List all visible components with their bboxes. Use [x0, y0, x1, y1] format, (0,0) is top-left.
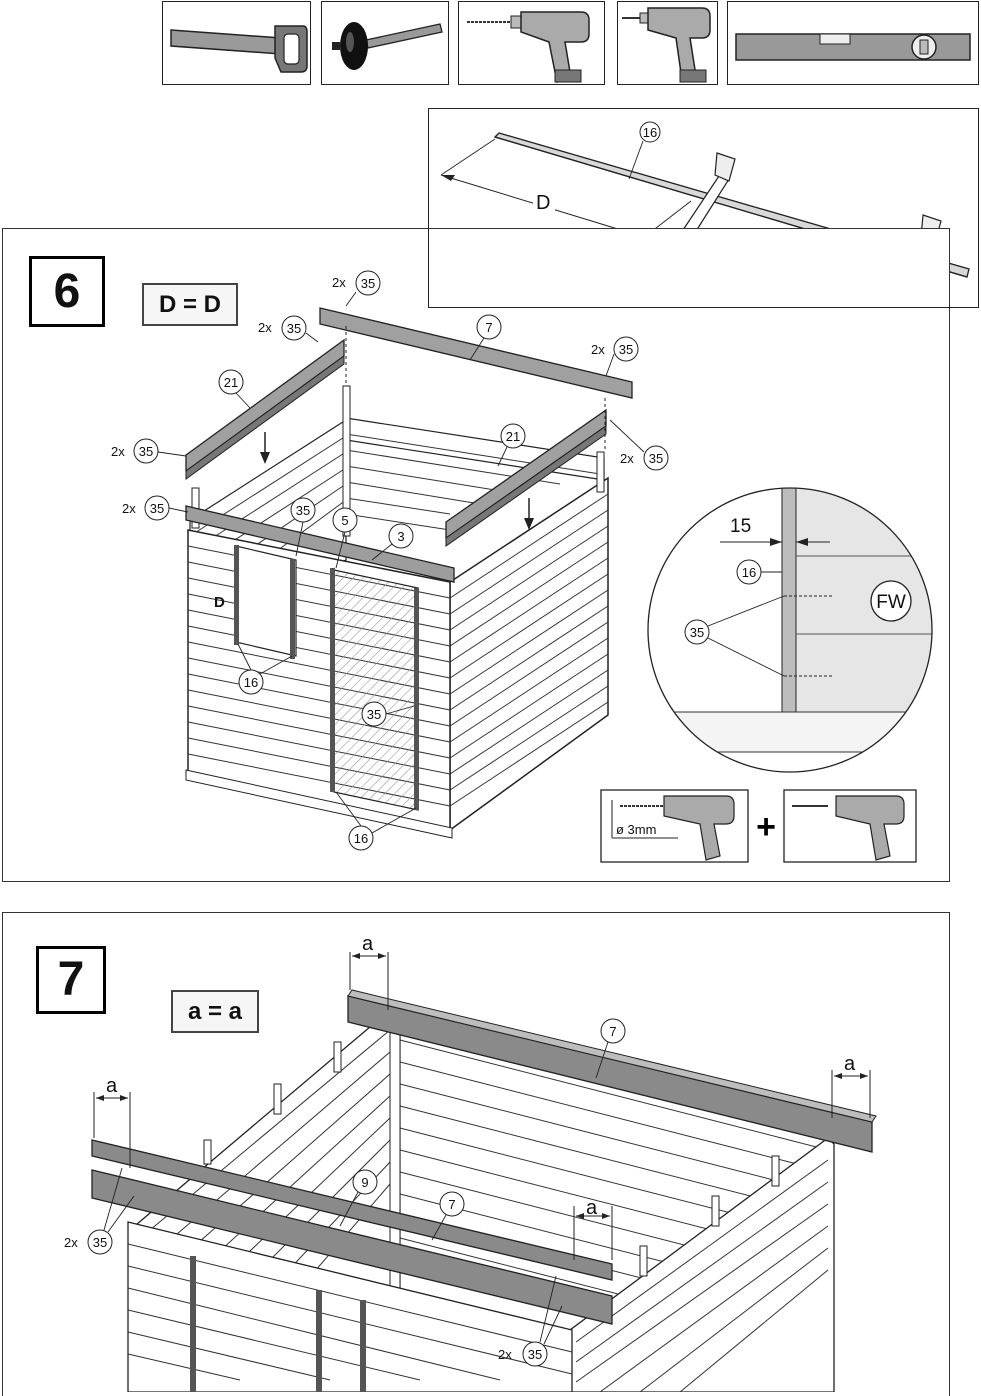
q-far-left-part: 35	[138, 444, 154, 459]
d-mark: D	[214, 594, 225, 611]
q-right-top-part: 35	[618, 342, 634, 357]
part-21-left-callout: 21	[223, 375, 239, 390]
pre-drill-box	[601, 790, 748, 862]
step7-number: 7	[36, 946, 106, 1014]
q-left-label-7: 2x	[64, 1235, 78, 1250]
q-right-mid-label: 2x	[620, 451, 634, 466]
detail-part-16-callout: 16	[741, 565, 757, 580]
front-wall	[186, 530, 452, 838]
q-front-label: 2x	[122, 501, 136, 516]
screwdriver-drill-icon	[618, 2, 717, 84]
step7-roof-diagram	[0, 912, 950, 1392]
drill-icon	[459, 2, 604, 84]
drill-size-note: ø 3mm	[616, 822, 657, 837]
detail-part-35-callout: 35	[689, 625, 705, 640]
hand-saw-icon	[163, 2, 310, 84]
right-wall	[450, 478, 608, 830]
part-35-window-callout: 35	[295, 503, 311, 518]
q-left-label: 2x	[258, 320, 272, 335]
spirit-level-icon	[728, 2, 978, 84]
q-right-label-7: 2x	[498, 1347, 512, 1362]
q-left-part: 35	[286, 321, 302, 336]
a-top-label: a	[362, 933, 374, 955]
tool-saw-box	[162, 1, 311, 85]
q-right-top-label: 2x	[591, 342, 605, 357]
step7-equation: a = a	[171, 990, 259, 1033]
tool-mallet-box	[321, 1, 449, 85]
beam-7-top	[320, 308, 632, 398]
q-right-part-7: 35	[527, 1347, 543, 1362]
a-right-label: a	[844, 1053, 856, 1075]
part-5-callout: 5	[341, 513, 349, 528]
dim-d1-label: D	[536, 192, 551, 214]
part-16-window-callout: 16	[243, 675, 259, 690]
part-21-right-callout: 21	[505, 429, 521, 444]
step6-shed-diagram	[0, 228, 950, 882]
step6-equation: D = D	[142, 283, 238, 326]
tool-level-box	[727, 1, 979, 85]
part-9-callout: 9	[361, 1175, 369, 1190]
part-7-top-callout: 7	[609, 1024, 617, 1039]
part-7-callout: 7	[485, 320, 493, 335]
part-16-callout: 16	[642, 125, 658, 140]
screw-drive-box	[784, 790, 916, 862]
part-35-door-callout: 35	[366, 707, 382, 722]
detail-dimension: 15	[730, 516, 752, 537]
plus-sign: +	[756, 808, 776, 846]
step6-number: 6	[29, 256, 105, 327]
q-top-label: 2x	[332, 275, 346, 290]
tool-drill-box	[458, 1, 605, 85]
fixing-detail-circle	[648, 488, 936, 772]
rubber-mallet-icon	[322, 2, 448, 84]
q-front-part: 35	[149, 501, 165, 516]
part-7-front-callout: 7	[448, 1197, 456, 1212]
q-right-mid-part: 35	[648, 451, 664, 466]
fw-badge: FW	[876, 592, 906, 613]
q-top-part: 35	[360, 276, 376, 291]
part-3-callout: 3	[397, 529, 405, 544]
a-left-label: a	[106, 1075, 118, 1097]
tool-screwdriver-box	[617, 1, 718, 85]
a-mid-label: a	[586, 1197, 598, 1219]
part-16-door-callout: 16	[353, 831, 369, 846]
q-left-part-7: 35	[92, 1235, 108, 1250]
q-far-left-label: 2x	[111, 444, 125, 459]
